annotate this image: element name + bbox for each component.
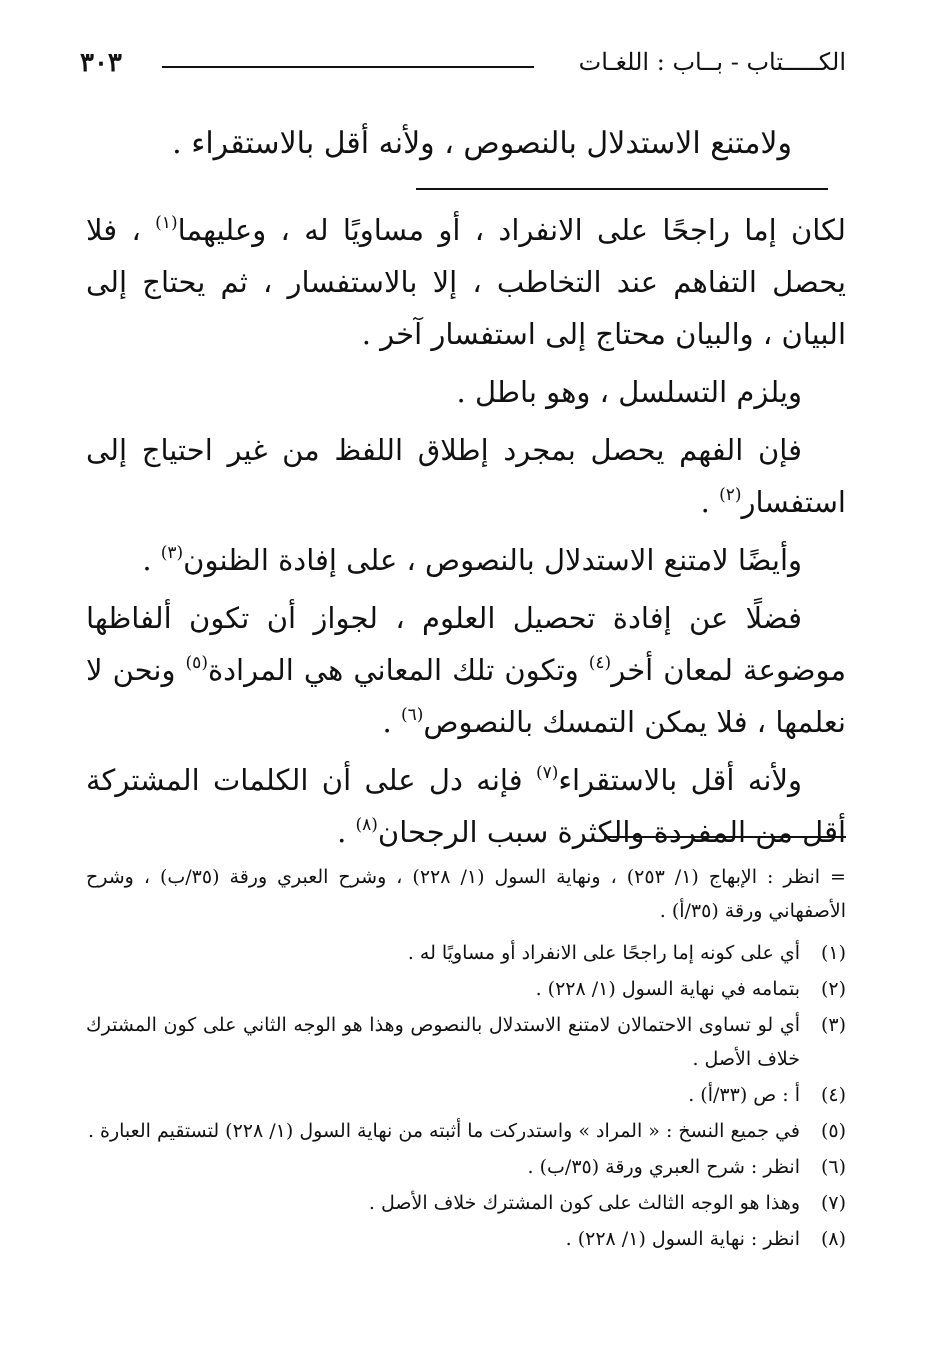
footnote-ref-5: (٥) (185, 653, 208, 673)
footnote-ref-2: (٢) (719, 485, 742, 505)
running-header-title: الكـــــتاب - بــاب : اللغـات (578, 48, 846, 76)
footnote-ref-6: (٦) (400, 705, 424, 725)
footnote-number: (٨) (820, 1228, 846, 1250)
footnote-ref-3: (٣) (160, 543, 184, 563)
footnote-text: انظر : نهاية السول (١/ ٢٢٨) . (565, 1228, 800, 1250)
page-number: ٣٠٣ (80, 48, 122, 78)
paragraph-2: ويلزم التسلسل ، وهو باطل . (456, 375, 802, 409)
footnote-number: (٣) (820, 1014, 846, 1036)
footnote (86, 972, 846, 1006)
footnote-number: (١) (820, 942, 846, 964)
paragraph-4: وأيضًا لامتنع الاستدلال بالنصوص ، على إفادة الظنون$^{(٣)}$ . (142, 543, 802, 577)
header-rule (162, 66, 534, 68)
footnote-ref-4: (٤) (588, 653, 612, 673)
footnote-ref-7: (٧) (535, 763, 559, 783)
footnote-text: في جميع النسخ : « المراد » واستدركت ما أثبته من نهاية السول (١/ ٢٢٨) لتستقيم العبارة . (87, 1120, 800, 1142)
footnote-text: أي لو تساوى الاحتمالان لامتنع الاستدلال بالنصوص وهذا هو الوجه الثاني على كون المشترك خلاف الأصل . (86, 1014, 800, 1070)
footnote-separator (604, 836, 846, 838)
footnote-text: أ : ص (٣٣/أ) . (688, 1084, 800, 1106)
footnote-text: انظر : شرح العبري ورقة (٣٥/ب) . (527, 1156, 800, 1178)
footnote (86, 1008, 846, 1076)
footnote-text: بتمامه في نهاية السول (١/ ٢٢٨) . (535, 978, 800, 1000)
main-text (86, 204, 846, 864)
footnote (86, 1114, 846, 1148)
footnote (86, 936, 846, 970)
footnote (86, 1078, 846, 1112)
footnote-number: (٥) (820, 1120, 846, 1142)
footnote-number: (٢) (820, 978, 846, 1000)
footnote (86, 1222, 846, 1256)
footnote-continuation: = انظر : الإبهاج (١/ ٢٥٣) ، ونهاية السول (١/ ٢٢٨) ، وشرح العبري ورقة (٣٥/ب) ، وشرح الأصفهاني ورقة (٣٥/أ) . (86, 866, 846, 922)
footnote-ref-8: (٨) (355, 815, 378, 835)
footnote (86, 1150, 846, 1184)
footnote-number: (٤) (820, 1084, 846, 1106)
paragraph-1: لكان إما راجحًا على الانفراد ، أو مساويًا له ، وعليهما$^{(١)}$ ، فلا يحصل التفاهم عند التخاطب ، إلا بالاستفسار ، ثم يحتاج إلى البيان ، والبيان محتاج إلى استفسار آخر . (86, 213, 846, 351)
quote-divider (416, 188, 828, 190)
footnote (86, 1186, 846, 1220)
footnote-number: (٧) (820, 1192, 846, 1214)
footnote-ref-1: (١) (155, 213, 178, 233)
footnote-text: أي على كونه إما راجحًا على الانفراد أو مساويًا له . (407, 942, 800, 964)
paragraph-6: ولأنه أقل بالاستقراء$^{(٧)}$ فإنه دل على أن الكلمات المشتركة أقل من المفردة والكثرة سبب الرجحان$^{(٨)}$ . (86, 763, 846, 849)
footnote-number: (٦) (820, 1156, 846, 1178)
footnotes (86, 860, 846, 1258)
paragraph-3: فإن الفهم يحصل بمجرد إطلاق اللفظ من غير احتياج إلى استفسار$^{(٢)}$ . (86, 433, 846, 519)
footnote-text: وهذا هو الوجه الثالث على كون المشترك خلاف الأصل . (368, 1192, 800, 1214)
quoted-line: ولامتنع الاستدلال بالنصوص ، ولأنه أقل بالاستقراء . (172, 126, 792, 161)
paragraph-5: فضلًا عن إفادة تحصيل العلوم ، لجواز أن تكون ألفاظها موضوعة لمعان أخر$^{(٤)}$ وتكون تلك المعاني هي المرادة$^{(٥)}$ ونحن لا نعلمها ، فلا يمكن التمسك بالنصوص$^{(٦)}$ . (86, 601, 846, 739)
